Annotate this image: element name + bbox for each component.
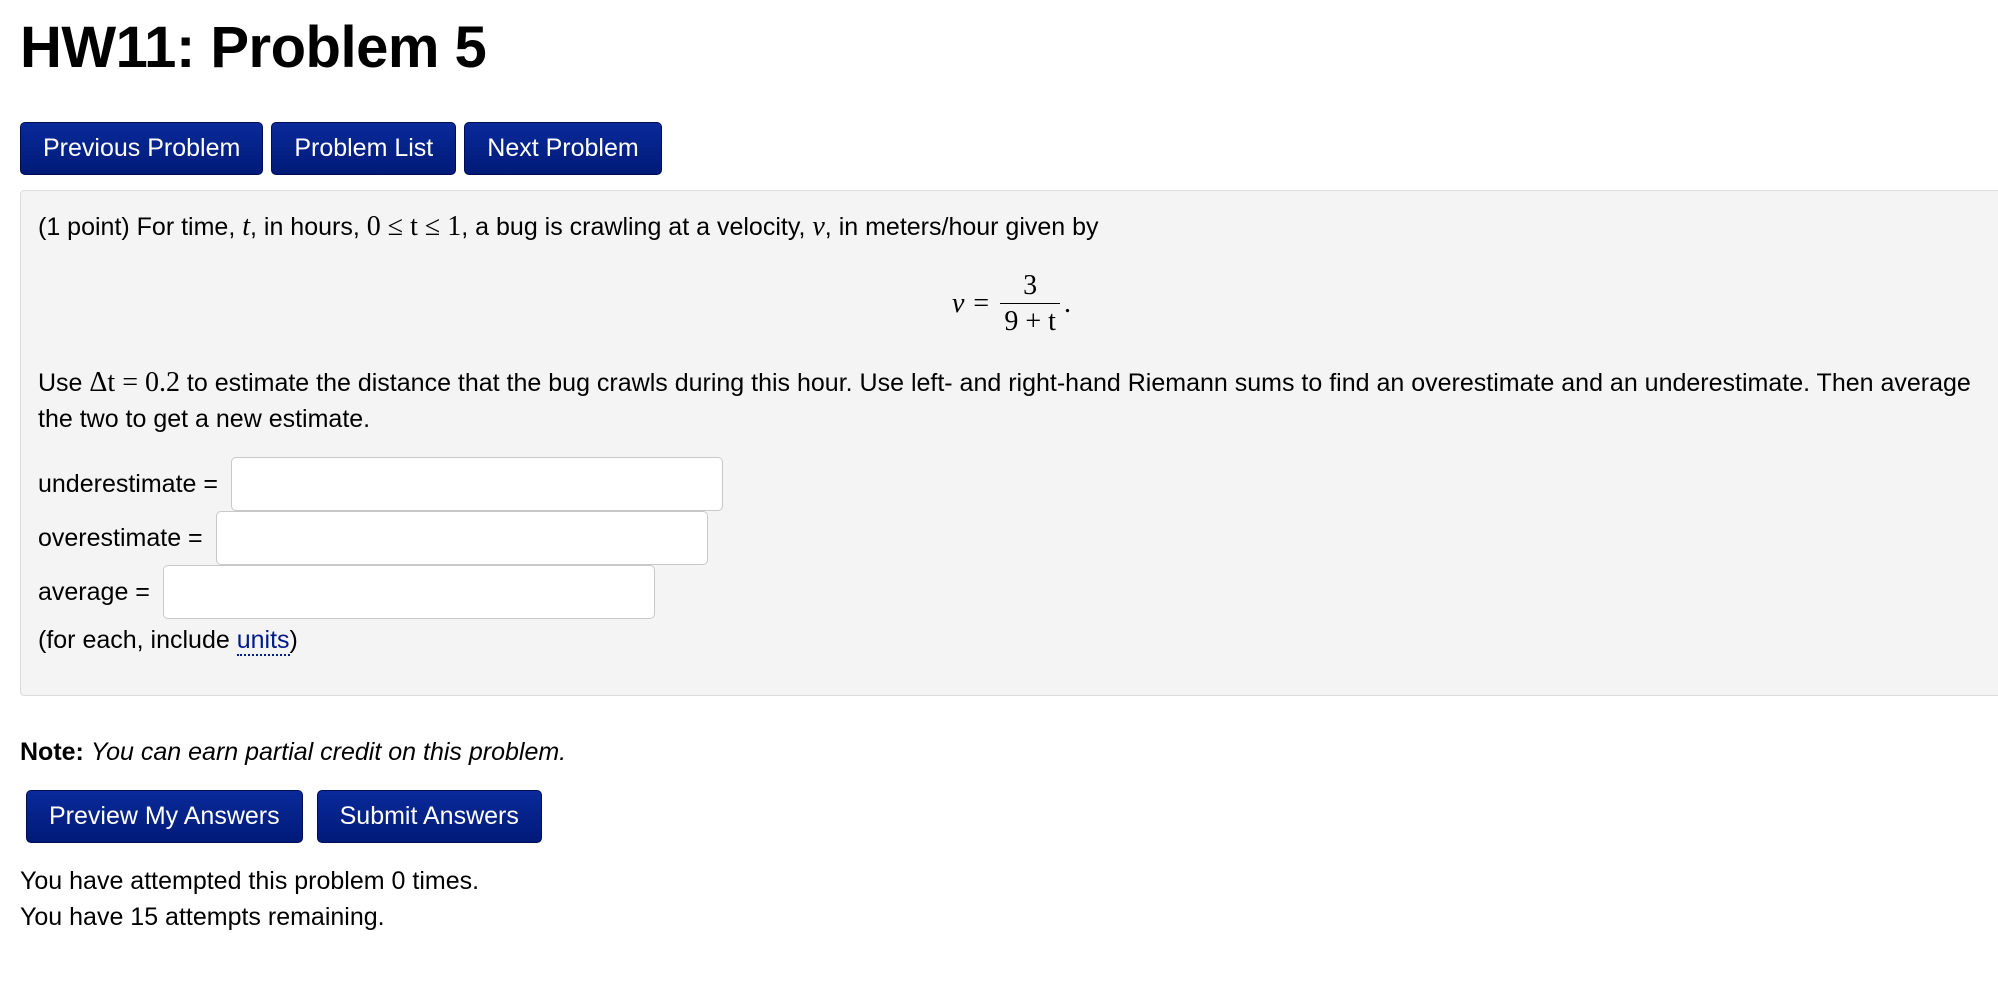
attempt-status xyxy=(20,863,1978,935)
problem-list-button[interactable]: Problem List xyxy=(271,122,456,175)
average-input[interactable] xyxy=(163,565,655,619)
underestimate-input[interactable] xyxy=(231,457,723,511)
problem-instructions xyxy=(38,365,1985,437)
average-row xyxy=(38,565,1985,619)
units-note-before: (for each, include xyxy=(38,626,237,654)
fraction-numerator: 3 xyxy=(1023,269,1038,301)
units-link[interactable]: units xyxy=(236,626,290,654)
equation-fraction xyxy=(1000,269,1060,340)
range-expression: 0 ≤ t ≤ 1 xyxy=(366,211,462,242)
previous-problem-button[interactable]: Previous Problem xyxy=(20,122,263,175)
velocity-equation xyxy=(38,265,1985,343)
units-note xyxy=(38,623,1985,657)
delta-expression: Δt = 0.2 xyxy=(89,367,180,398)
underestimate-row xyxy=(38,457,1985,511)
overestimate-row xyxy=(38,511,1985,565)
instr-text-b: to estimate the distance that the bug crawls during this hour. Use left- and right-hand Riemann sums to find an overestimate and an underestimate. Then average the two to get a new estimate. xyxy=(38,369,1971,433)
var-t: t xyxy=(242,211,251,242)
intro-text-d: , in meters/hour given by xyxy=(824,213,1099,241)
submit-buttons xyxy=(20,790,1978,843)
note-text: You can earn partial credit on this problem. xyxy=(90,738,567,766)
var-v: v xyxy=(812,211,825,242)
underestimate-label: underestimate = xyxy=(38,469,218,498)
problem-panel xyxy=(20,190,1998,696)
submit-answers-button[interactable]: Submit Answers xyxy=(317,790,542,843)
problem-navigation xyxy=(20,122,1978,175)
intro-text-c: , a bug is crawling at a velocity, xyxy=(461,213,813,241)
units-note-after: ) xyxy=(289,626,298,654)
average-label: average = xyxy=(38,577,150,606)
next-problem-button[interactable]: Next Problem xyxy=(464,122,661,175)
problem-intro xyxy=(38,209,1985,245)
fraction-denominator: 9 + t xyxy=(1004,305,1056,337)
intro-text-a: (1 point) For time, xyxy=(38,213,243,241)
equation-period: . xyxy=(1063,288,1071,319)
partial-credit-note xyxy=(20,734,1978,770)
intro-text-b: , in hours, xyxy=(250,213,367,241)
remaining-text: You have 15 attempts remaining. xyxy=(20,903,385,931)
instr-text-a: Use xyxy=(38,369,90,397)
overestimate-label: overestimate = xyxy=(38,523,203,552)
overestimate-input[interactable] xyxy=(216,511,708,565)
page-title: HW11: Problem 5 xyxy=(20,15,487,80)
note-label: Note: xyxy=(20,738,84,766)
preview-answers-button[interactable]: Preview My Answers xyxy=(26,790,303,843)
equation-lhs: v = xyxy=(952,288,991,319)
attempted-text: You have attempted this problem 0 times. xyxy=(20,867,480,895)
